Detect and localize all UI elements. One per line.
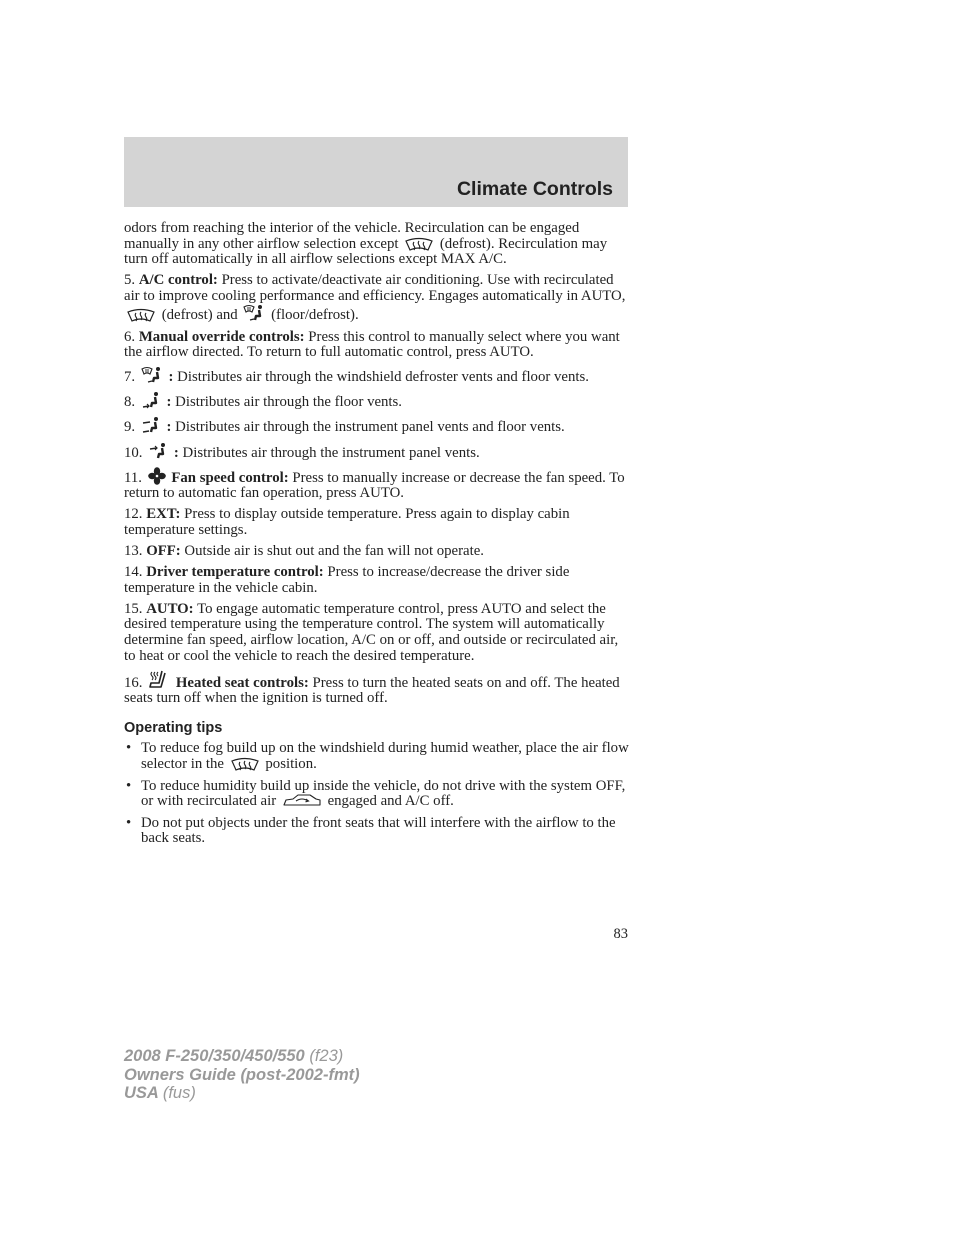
item-10: 10. : Distributes air through the instrument panel vents. <box>124 442 630 462</box>
floor-defrost-icon <box>141 366 163 384</box>
operating-tips-list <box>124 741 630 847</box>
item-14: 14. Driver temperature control: Press to increase/decrease the driver side temperature in the vehicle cabin. <box>124 564 570 596</box>
footer-line-3: USA (fus) <box>124 1084 196 1102</box>
document-footer <box>124 1047 360 1103</box>
intro-paragraph: odors from reaching the interior of the vehicle. Recirculation can be engaged manually in any other airflow selection except (defrost). Recirculation may turn off automatically in all airflow selections except MAX A/C. <box>124 220 608 268</box>
page-number: 83 <box>613 926 628 942</box>
item-8: 8. : Distributes air through the floor vents. <box>124 391 630 411</box>
defrost-icon <box>126 308 156 322</box>
item-5: 5. A/C control: Press to activate/deactivate air conditioning. Use with recirculated air to improve cooling performance and efficiency. Engages automatically in AUTO, (defrost) and (floor/defrost). <box>124 272 626 324</box>
page-content <box>124 221 630 853</box>
item-13: 13. OFF: Outside air is shut out and the fan will not operate. <box>124 543 484 559</box>
defrost-icon <box>230 757 260 771</box>
footer-line-2: Owners Guide (post-2002-fmt) <box>124 1065 360 1084</box>
list-item: • To reduce humidity build up inside the vehicle, do not drive with the system OFF, or with recirculated air engaged and A/C off. <box>126 777 626 810</box>
panel-floor-icon <box>141 416 161 434</box>
heated-seat-icon <box>148 670 170 690</box>
list-item: • To reduce fog build up on the windshield during humid weather, place the air flow selector in the position. <box>126 740 629 773</box>
footer-line-1: 2008 F-250/350/450/550 (f23) <box>124 1047 344 1065</box>
floor-icon <box>141 391 161 409</box>
floor-defrost-icon <box>243 304 265 322</box>
item-11: 11. Fan speed control: Press to manually increase or decrease the fan speed. To return to automatic fan operation, press AUTO. <box>124 467 630 502</box>
item-15: 15. AUTO: To engage automatic temperature control, press AUTO and select the desired temperature using the temperature control. The system will automatically determine fan speed, airflow location, A/C on or off, and outside or recirculated air, to heat or cool the vehicle to reach the desired temperature. <box>124 600 619 664</box>
fan-icon <box>148 467 166 485</box>
panel-icon <box>148 442 168 460</box>
recirculation-icon <box>282 794 322 808</box>
item-6: 6. Manual override controls: Press this control to manually select where you want the airflow directed. To return to full automatic control, press AUTO. <box>124 328 620 361</box>
item-7: 7. : Distributes air through the windshield defroster vents and floor vents. <box>124 366 630 386</box>
item-9: 9. : Distributes air through the instrument panel vents and floor vents. <box>124 416 630 436</box>
item-12: 12. EXT: Press to display outside temperature. Press again to display cabin temperature settings. <box>124 506 570 538</box>
section-header-band <box>124 137 628 207</box>
operating-tips-heading: Operating tips <box>124 719 223 736</box>
section-title: Climate Controls <box>456 178 613 200</box>
item-16: 16. Heated seat controls: Press to turn the heated seats on and off. The heated seats turn off when the ignition is turned off. <box>124 670 630 707</box>
defrost-icon <box>404 237 434 251</box>
list-item: • Do not put objects under the front seats that will interfere with the airflow to the back seats. <box>126 814 616 847</box>
